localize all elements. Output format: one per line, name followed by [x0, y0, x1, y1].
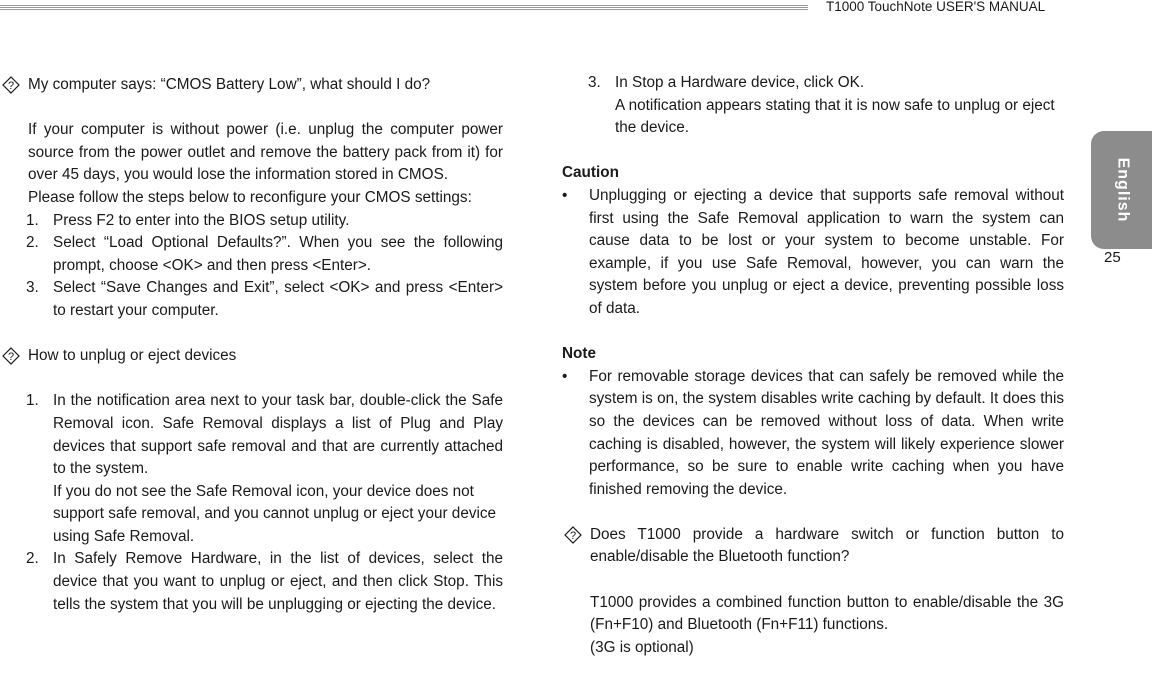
unplug-steps-list: [26, 390, 503, 616]
faq-question-unplug: [0, 345, 503, 368]
bluetooth-answer-note: (3G is optional): [590, 638, 694, 656]
svg-text:?: ?: [569, 529, 577, 542]
step-note: A notification appears stating that it is now safe to unplug or eject the device.: [615, 96, 1055, 137]
list-item: 1. Press F2 to enter into the BIOS setup utility.: [26, 211, 350, 229]
faq-question-cmos: [0, 74, 503, 97]
question-text: Does T1000 provide a hardware switch or function button to enable/disable the Bluetooth function?: [590, 525, 1064, 566]
list-item: 2. Select “Load Optional Defaults?”. When you see the following prompt, choose <OK> and then press <Enter>.: [26, 234, 503, 274]
page-number: 25: [1104, 249, 1121, 266]
language-tab-label: English: [1113, 157, 1131, 223]
svg-text:?: ?: [7, 351, 15, 364]
list-item: 1. In the notification area next to your task bar, double-click the Safe Removal icon. Safe Removal displays a list of Plug and Play devices that support safe removal and that are currently attached to the system. If you do not see the Safe Removal icon, your device does not support safe removal, and you cannot unplug or eject your device using Safe Removal.: [26, 390, 503, 548]
bullet-mark: •: [562, 367, 568, 385]
faq-question-bluetooth: [562, 524, 1064, 569]
svg-text:?: ?: [7, 80, 15, 92]
list-item: 3. In Stop a Hardware device, click OK. A notification appears stating that it is now safe to unplug or eject the device.: [588, 72, 1064, 140]
right-column: [562, 72, 1064, 659]
question-diamond-icon: [564, 526, 582, 544]
step-note: If you do not see the Safe Removal icon, your device does not support safe removal, and you cannot unplug or eject your device using Safe Removal.: [53, 482, 497, 545]
question-diamond-icon: [2, 76, 20, 94]
caution-bullet: • Unplugging or ejecting a device that supports safe removal without first using the Safe Removal application to warn the system can cause data to be lost or your system to become unstable. For example, if you use Safe Removal, however, you can warn the system before you unplug or eject a device, preventing possible loss of data.: [562, 186, 1064, 317]
note-heading: Note: [562, 345, 596, 363]
question-diamond-icon: [2, 347, 20, 365]
cmos-paragraph-1: If your computer is without power (i.e. unplug the computer power source from the power outlet and remove the battery pack from it) for over 45 days, you would lose the information stored in CMOS.: [28, 121, 503, 184]
language-tab: [1091, 131, 1152, 249]
list-item: 2. In Safely Remove Hardware, in the list of devices, select the device that you want to unplug or eject, and then click Stop. This tells the system that you will be unplugging or ejecting the device.: [26, 550, 503, 613]
unplug-steps-continued: [588, 72, 1064, 140]
note-bullet: • For removable storage devices that can safely be removed while the system is on, the system disables write caching by default. It does this so the devices can be removed without loss of data. When write caching is disabled, however, the system will likely experience slower performance, so be sure to enable write caching when you have finished removing the device.: [562, 367, 1064, 498]
list-item: 3. Select “Save Changes and Exit”, select <OK> and press <Enter> to restart your computer.: [26, 279, 503, 319]
cmos-steps-list: [26, 210, 503, 323]
header-rule: [0, 5, 808, 11]
left-column: [0, 74, 503, 616]
caution-heading: Caution: [562, 164, 619, 182]
bluetooth-answer: T1000 provides a combined function button to enable/disable the 3G (Fn+F10) and Bluetooth (Fn+F11) functions.: [590, 593, 1064, 634]
question-text: How to unplug or eject devices: [28, 347, 237, 365]
question-text: My computer says: “CMOS Battery Low”, what should I do?: [28, 76, 431, 93]
manual-title: T1000 TouchNote USER'S MANUAL: [826, 0, 1046, 14]
cmos-paragraph-2: Please follow the steps below to reconfigure your CMOS settings:: [28, 188, 472, 206]
bullet-mark: •: [562, 186, 568, 204]
